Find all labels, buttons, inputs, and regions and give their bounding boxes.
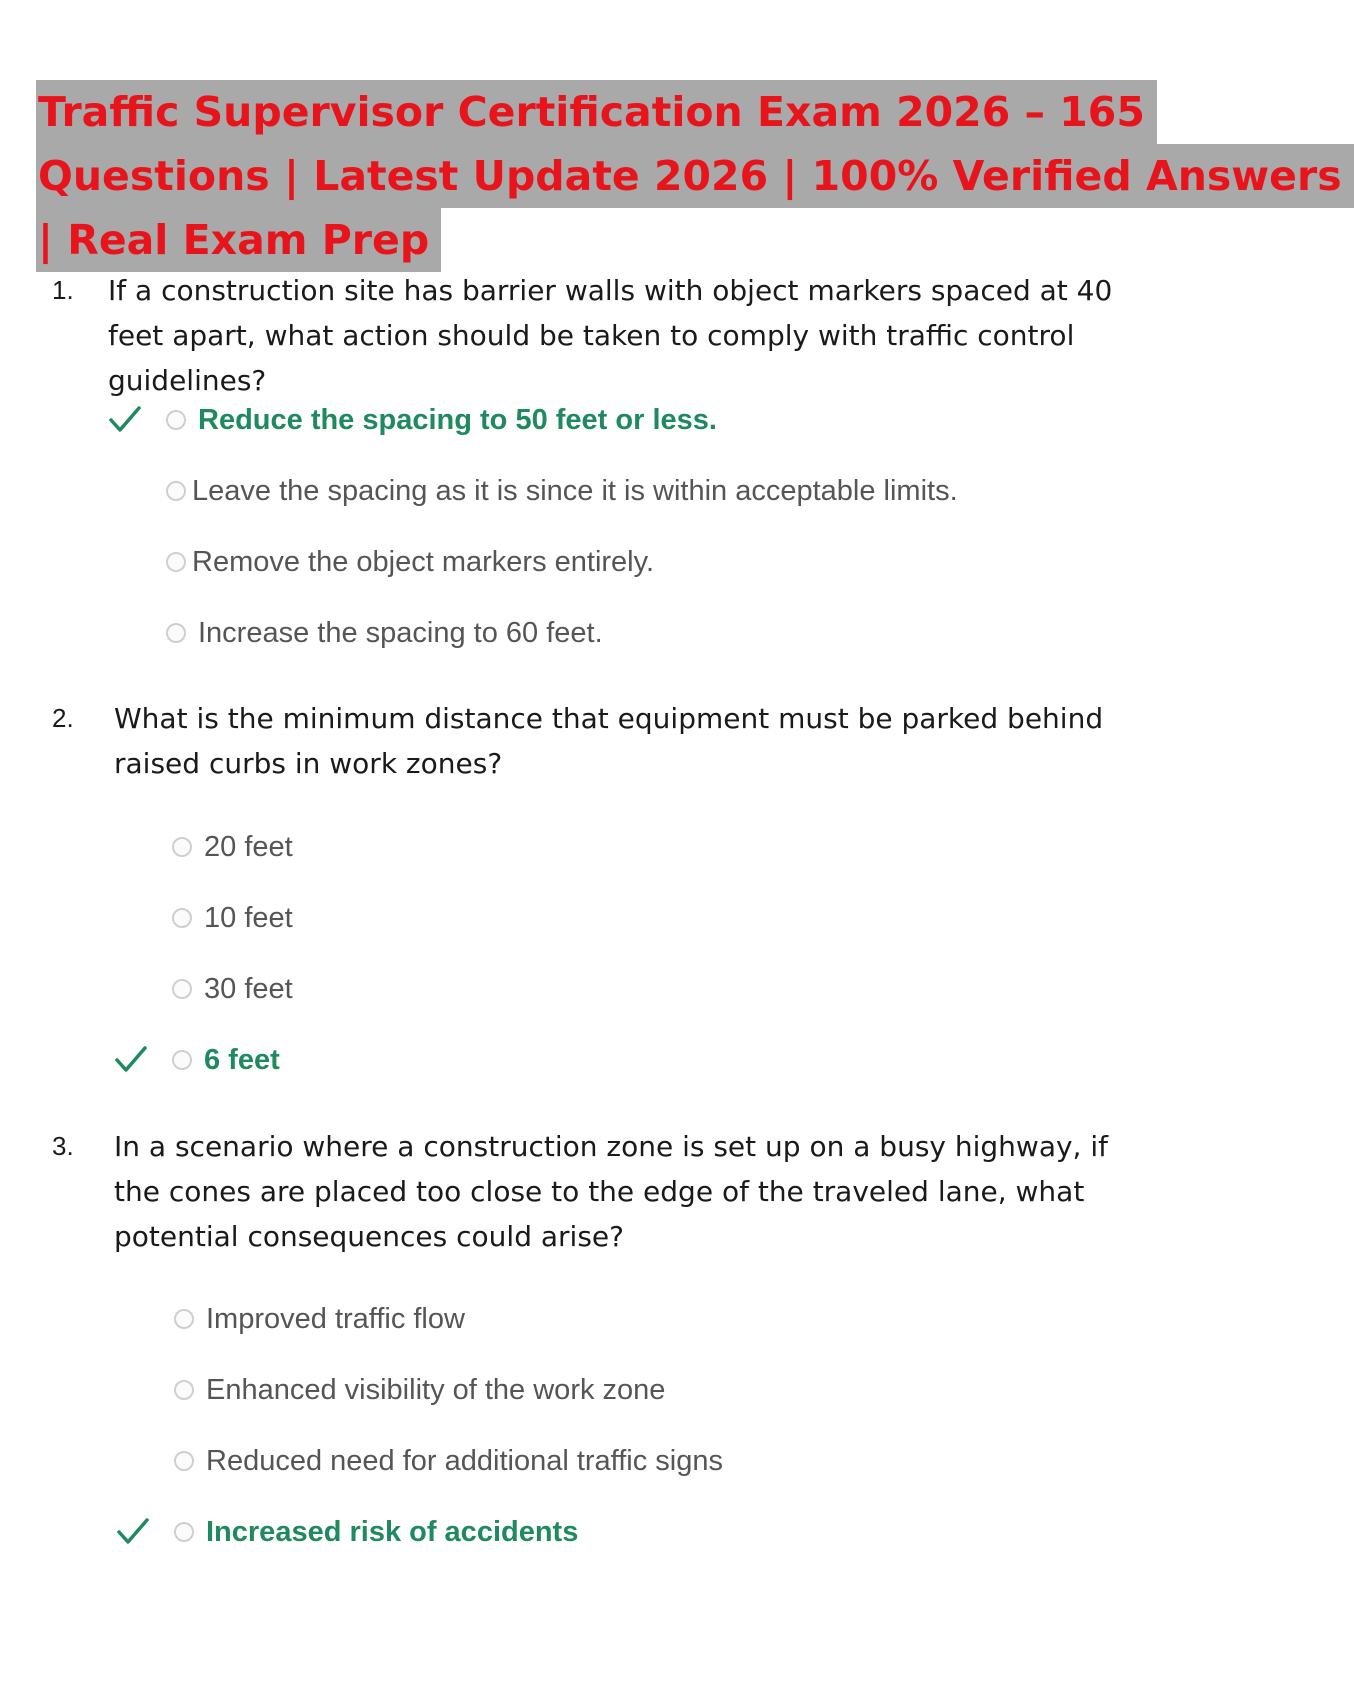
answer-option[interactable]: [174, 1441, 723, 1481]
radio-button-icon[interactable]: [172, 979, 192, 999]
answer-option[interactable]: [172, 827, 293, 867]
question-text: In a scenario where a construction zone is set up on a busy highway, if the cones are placed too close to the edge of the traveled lane, what potential consequences could arise?: [114, 1130, 1108, 1253]
answer-option-label: Leave the spacing as it is since it is within acceptable limits.: [192, 474, 958, 507]
answer-option-label: 6 feet: [204, 1043, 280, 1076]
radio-button-icon[interactable]: [166, 623, 186, 643]
check-mark-icon: [116, 1514, 150, 1548]
answer-option[interactable]: [172, 898, 293, 938]
answer-option[interactable]: [174, 1299, 465, 1339]
answer-option-label: 10 feet: [204, 901, 293, 934]
radio-button-icon[interactable]: [166, 552, 186, 572]
radio-button-icon[interactable]: [166, 410, 186, 430]
answer-option-label: Remove the object markers entirely.: [192, 545, 655, 578]
answer-option[interactable]: [166, 542, 654, 582]
answer-option-label: Increase the spacing to 60 feet.: [198, 616, 603, 649]
answer-option-label: Enhanced visibility of the work zone: [206, 1373, 666, 1406]
question-text: What is the minimum distance that equipment must be parked behind raised curbs in work zones?: [114, 702, 1104, 780]
radio-button-icon[interactable]: [172, 908, 192, 928]
answer-option[interactable]: [166, 400, 717, 440]
answer-option-label: Increased risk of accidents: [206, 1515, 579, 1548]
radio-button-icon[interactable]: [174, 1380, 194, 1400]
answer-option[interactable]: [166, 613, 603, 653]
radio-button-icon[interactable]: [174, 1309, 194, 1329]
answer-option[interactable]: [172, 1040, 280, 1080]
radio-button-icon[interactable]: [174, 1522, 194, 1542]
answer-option-label: 20 feet: [204, 830, 293, 863]
exam-title-line-2: Questions | Latest Update 2026 | 100% Verified Answers: [36, 144, 1354, 208]
question-number: 2.: [52, 703, 74, 733]
question-number: 1.: [52, 275, 74, 305]
answer-option-label: Improved traffic flow: [206, 1302, 465, 1335]
answer-option[interactable]: [172, 969, 293, 1009]
radio-button-icon[interactable]: [172, 1050, 192, 1070]
answer-option[interactable]: [174, 1512, 578, 1552]
answer-option[interactable]: [174, 1370, 665, 1410]
question-text: If a construction site has barrier walls with object markers spaced at 40 feet apart, what action should be taken to comply with traffic control guidelines?: [108, 274, 1113, 397]
check-mark-icon: [108, 402, 142, 436]
check-mark-icon: [114, 1042, 148, 1076]
exam-title: [36, 80, 1342, 272]
answer-option[interactable]: [166, 471, 958, 511]
exam-title-line-1: Traffic Supervisor Certification Exam 2026 – 165: [36, 80, 1157, 144]
exam-title-line-3: | Real Exam Prep: [36, 208, 441, 272]
radio-button-icon[interactable]: [166, 481, 186, 501]
answer-option-label: 30 feet: [204, 972, 293, 1005]
radio-button-icon[interactable]: [172, 837, 192, 857]
answer-option-label: Reduce the spacing to 50 feet or less.: [198, 403, 717, 436]
answer-option-label: Reduced need for additional traffic signs: [206, 1444, 723, 1477]
question-number: 3.: [52, 1131, 74, 1161]
radio-button-icon[interactable]: [174, 1451, 194, 1471]
